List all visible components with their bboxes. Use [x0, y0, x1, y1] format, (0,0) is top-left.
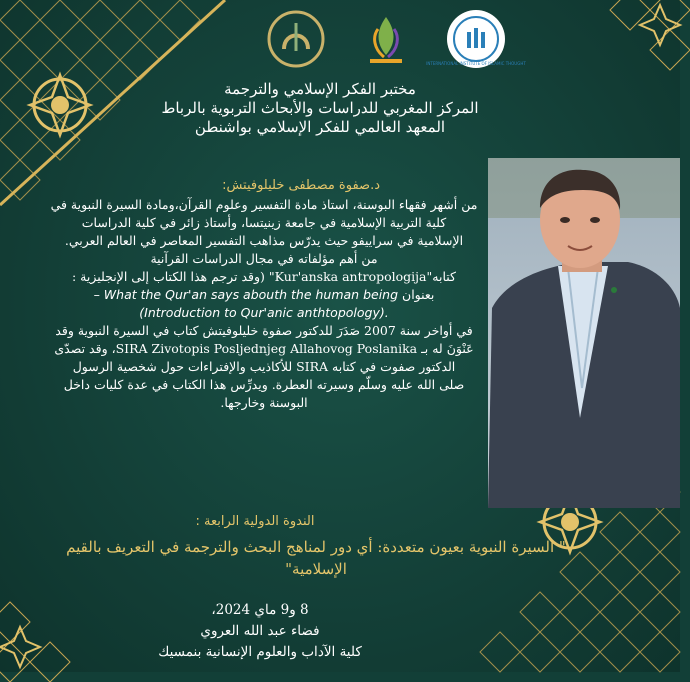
- header-line-2: المركز المغربي للدراسات والأبحاث التربوية بالرباط: [161, 99, 479, 117]
- book-subtitle-english: (Introduction to Qur'anic anthtopology).: [139, 305, 389, 320]
- bio-line: الإسلامية في سراييفو حيث يدرّس مذاهب التفسير المعاصر في العالم العربي.: [64, 233, 464, 248]
- bio-line: الدكتور صفوت في كتابه SIRA للأكاذيب والإفتراءات حول شخصية الرسول: [72, 359, 456, 374]
- faculty-logo: [265, 8, 327, 70]
- lab-logo: [355, 8, 417, 70]
- iiit-logo-caption: INTERNATIONAL INSTITUTE OF ISLAMIC THOUGHT: [426, 61, 526, 66]
- speaker-name: د.صفوة مصطفى خليلوفيتش:: [222, 178, 380, 193]
- bio-arabic-word: بعنوان: [402, 287, 435, 302]
- conference-theme-line-2: الإسلامية": [285, 560, 347, 578]
- conference-theme-line-1: " السيرة النبوية بعيون متعددة: أي دور لمناهج البحث والترجمة في التعريف بالقيم: [66, 538, 566, 556]
- book-title-english: What the Qur'an says abouth the human being –: [93, 287, 399, 302]
- conference-date: 8 و9 ماي 2024،: [211, 602, 309, 618]
- conference-theme: [56, 536, 576, 580]
- header-line-1: مختبر الفكر الإسلامي والترجمة: [224, 80, 416, 98]
- conference-venue: فضاء عبد الله العروي: [200, 623, 320, 639]
- organizers-header: [110, 80, 530, 137]
- speaker-photo: [488, 158, 680, 508]
- bio-line: صلى الله عليه وسلّم وسيرته العطرة. ويدرِّس هذا الكتاب في عدة كليات داخل: [63, 377, 465, 392]
- conference-info: [150, 600, 370, 663]
- bio-line-english: [18, 286, 510, 304]
- bio-line: كتابه"Kur'anska antropologija" (وقد ترجم هذا الكتاب إلى الإنجليزية :: [72, 269, 456, 284]
- bio-line: البوسنة وخارجها.: [220, 395, 308, 410]
- bio-line: في أواخر سنة 2007 صَدَرَ للدكتور صفوة خليلوفيتش كتاب في السيرة النبوية وقد: [55, 323, 473, 338]
- bottom-left-corner-pattern: [0, 562, 110, 682]
- iiit-logo: [426, 8, 526, 70]
- logos-row: [265, 8, 526, 70]
- bio-line: عَنْوَنَ له بـ SIRA Zivotopis Posljednjeg Allahovog Poslanika، وقد تصدّى: [54, 341, 474, 356]
- header-line-3: المعهد العالمي للفكر الإسلامي بواشنطن: [194, 118, 446, 136]
- conference-title: الندوة الدولية الرابعة :: [195, 514, 315, 529]
- top-right-corner-pattern: [570, 0, 690, 110]
- bio-line: من أشهر فقهاء البوسنة، استاذ مادة التفسير وعلوم القرآن،ومادة السيرة النبوية في: [50, 197, 478, 212]
- bio-line: من أهم مؤلفاته في مجال الدراسات القرآنية: [150, 251, 378, 266]
- bio-line: كلية التربية الإسلامية في جامعة زينيتسا، وأستاذ زائر في كلية الدراسات: [81, 215, 447, 230]
- conference-faculty: كلية الآداب والعلوم الإنسانية بنمسيك: [158, 644, 362, 660]
- speaker-bio: [18, 196, 510, 412]
